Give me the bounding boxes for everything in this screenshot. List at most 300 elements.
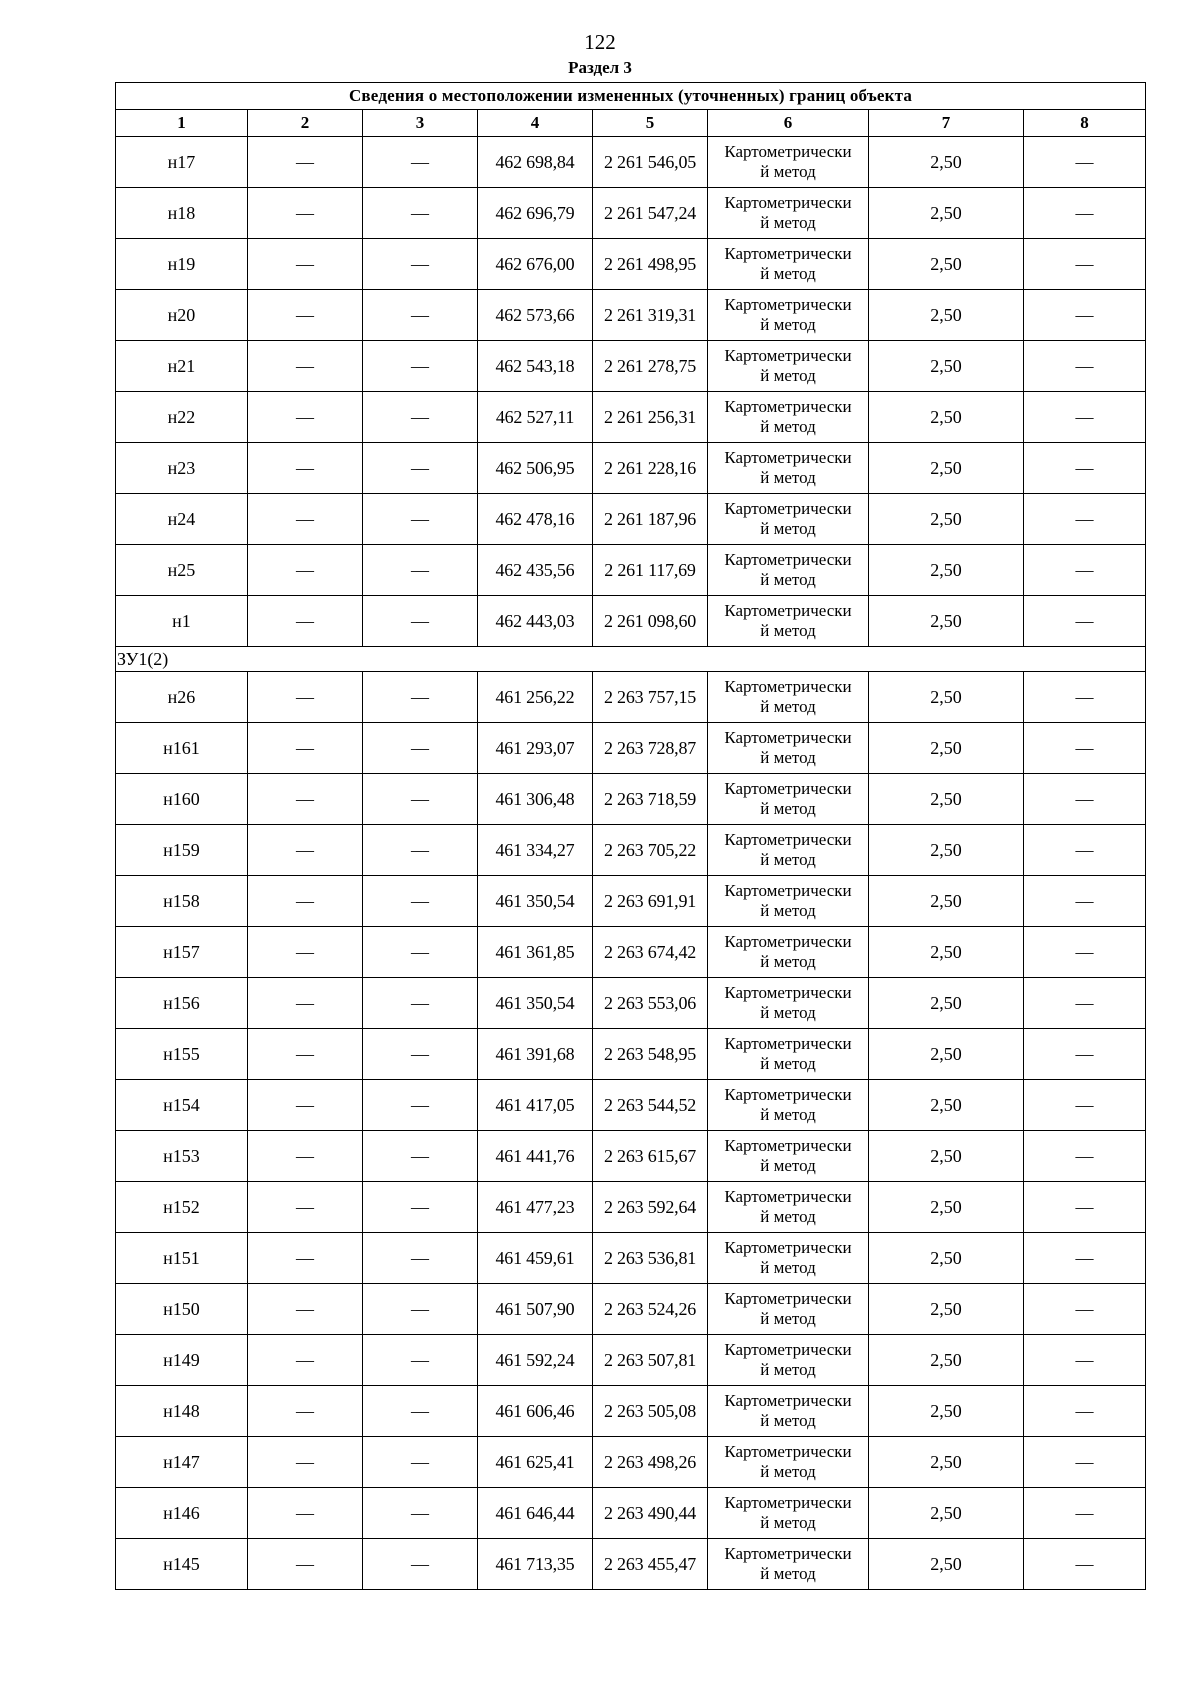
- y-coordinate-cell: 2 263 553,06: [593, 978, 708, 1029]
- point-id-cell: н22: [116, 392, 248, 443]
- table-row: [116, 137, 1146, 188]
- y-coordinate-cell: 2 261 256,31: [593, 392, 708, 443]
- method-line-2: й метод: [760, 1003, 816, 1022]
- y-coordinate-cell: 2 263 455,47: [593, 1539, 708, 1590]
- col2-cell: —: [248, 392, 363, 443]
- method-line-1: Картометрически: [724, 397, 852, 416]
- y-coordinate-cell: 2 263 490,44: [593, 1488, 708, 1539]
- table-row: [116, 443, 1146, 494]
- y-coordinate-cell: 2 263 691,91: [593, 876, 708, 927]
- method-line-2: й метод: [760, 570, 816, 589]
- method-line-2: й метод: [760, 799, 816, 818]
- col2-cell: —: [248, 545, 363, 596]
- method-line-2: й метод: [760, 315, 816, 334]
- column-number-6: 6: [708, 110, 869, 137]
- col8-cell: —: [1024, 1335, 1146, 1386]
- col2-cell: —: [248, 1131, 363, 1182]
- method-cell: [708, 1335, 869, 1386]
- col8-cell: —: [1024, 1488, 1146, 1539]
- col3-cell: —: [363, 188, 478, 239]
- point-id-cell: н153: [116, 1131, 248, 1182]
- accuracy-cell: 2,50: [869, 239, 1024, 290]
- col3-cell: —: [363, 494, 478, 545]
- method-line-1: Картометрически: [724, 1085, 852, 1104]
- col8-cell: —: [1024, 494, 1146, 545]
- accuracy-cell: 2,50: [869, 443, 1024, 494]
- col2-cell: —: [248, 1386, 363, 1437]
- method-cell: [708, 239, 869, 290]
- col3-cell: —: [363, 1284, 478, 1335]
- point-id-cell: н155: [116, 1029, 248, 1080]
- col3-cell: —: [363, 290, 478, 341]
- method-cell: [708, 1080, 869, 1131]
- x-coordinate-cell: 462 527,11: [478, 392, 593, 443]
- col3-cell: —: [363, 443, 478, 494]
- method-line-1: Картометрически: [724, 779, 852, 798]
- method-line-2: й метод: [760, 1462, 816, 1481]
- accuracy-cell: 2,50: [869, 723, 1024, 774]
- method-line-1: Картометрически: [724, 448, 852, 467]
- x-coordinate-cell: 461 361,85: [478, 927, 593, 978]
- point-id-cell: н19: [116, 239, 248, 290]
- accuracy-cell: 2,50: [869, 927, 1024, 978]
- y-coordinate-cell: 2 263 507,81: [593, 1335, 708, 1386]
- col3-cell: —: [363, 1539, 478, 1590]
- y-coordinate-cell: 2 263 544,52: [593, 1080, 708, 1131]
- col3-cell: —: [363, 1488, 478, 1539]
- method-line-1: Картометрически: [724, 1238, 852, 1257]
- method-line-2: й метод: [760, 697, 816, 716]
- table-row: [116, 1539, 1146, 1590]
- point-id-cell: н161: [116, 723, 248, 774]
- col3-cell: —: [363, 596, 478, 647]
- col2-cell: —: [248, 672, 363, 723]
- x-coordinate-cell: 461 625,41: [478, 1437, 593, 1488]
- accuracy-cell: 2,50: [869, 1488, 1024, 1539]
- x-coordinate-cell: 462 478,16: [478, 494, 593, 545]
- col8-cell: —: [1024, 1284, 1146, 1335]
- col2-cell: —: [248, 1488, 363, 1539]
- x-coordinate-cell: 461 306,48: [478, 774, 593, 825]
- method-line-2: й метод: [760, 1309, 816, 1328]
- column-number-3: 3: [363, 110, 478, 137]
- x-coordinate-cell: 461 459,61: [478, 1233, 593, 1284]
- accuracy-cell: 2,50: [869, 137, 1024, 188]
- y-coordinate-cell: 2 261 117,69: [593, 545, 708, 596]
- col3-cell: —: [363, 341, 478, 392]
- col8-cell: —: [1024, 774, 1146, 825]
- method-cell: [708, 1284, 869, 1335]
- accuracy-cell: 2,50: [869, 392, 1024, 443]
- method-line-2: й метод: [760, 1564, 816, 1583]
- y-coordinate-cell: 2 261 278,75: [593, 341, 708, 392]
- col3-cell: —: [363, 1080, 478, 1131]
- point-id-cell: н149: [116, 1335, 248, 1386]
- method-line-1: Картометрически: [724, 1442, 852, 1461]
- method-cell: [708, 723, 869, 774]
- method-cell: [708, 392, 869, 443]
- y-coordinate-cell: 2 263 705,22: [593, 825, 708, 876]
- method-cell: [708, 1029, 869, 1080]
- table-row: [116, 1284, 1146, 1335]
- y-coordinate-cell: 2 263 718,59: [593, 774, 708, 825]
- point-id-cell: н147: [116, 1437, 248, 1488]
- x-coordinate-cell: 461 350,54: [478, 876, 593, 927]
- col3-cell: —: [363, 1437, 478, 1488]
- accuracy-cell: 2,50: [869, 1335, 1024, 1386]
- accuracy-cell: 2,50: [869, 1182, 1024, 1233]
- col3-cell: —: [363, 774, 478, 825]
- accuracy-cell: 2,50: [869, 596, 1024, 647]
- col3-cell: —: [363, 137, 478, 188]
- col8-cell: —: [1024, 596, 1146, 647]
- accuracy-cell: 2,50: [869, 876, 1024, 927]
- method-line-2: й метод: [760, 417, 816, 436]
- column-number-1: 1: [116, 110, 248, 137]
- table-row: [116, 876, 1146, 927]
- method-cell: [708, 443, 869, 494]
- accuracy-cell: 2,50: [869, 1131, 1024, 1182]
- point-id-cell: н1: [116, 596, 248, 647]
- method-line-1: Картометрически: [724, 244, 852, 263]
- col2-cell: —: [248, 723, 363, 774]
- method-cell: [708, 1539, 869, 1590]
- x-coordinate-cell: 461 293,07: [478, 723, 593, 774]
- method-cell: [708, 825, 869, 876]
- accuracy-cell: 2,50: [869, 774, 1024, 825]
- x-coordinate-cell: 462 676,00: [478, 239, 593, 290]
- accuracy-cell: 2,50: [869, 290, 1024, 341]
- group-row: [116, 647, 1146, 672]
- col8-cell: —: [1024, 1539, 1146, 1590]
- method-cell: [708, 876, 869, 927]
- accuracy-cell: 2,50: [869, 672, 1024, 723]
- table-row: [116, 1029, 1146, 1080]
- table-row: [116, 1335, 1146, 1386]
- table-row: [116, 341, 1146, 392]
- method-line-1: Картометрически: [724, 499, 852, 518]
- y-coordinate-cell: 2 263 505,08: [593, 1386, 708, 1437]
- col8-cell: —: [1024, 672, 1146, 723]
- x-coordinate-cell: 461 391,68: [478, 1029, 593, 1080]
- method-cell: [708, 341, 869, 392]
- y-coordinate-cell: 2 261 546,05: [593, 137, 708, 188]
- x-coordinate-cell: 462 543,18: [478, 341, 593, 392]
- point-id-cell: н25: [116, 545, 248, 596]
- y-coordinate-cell: 2 263 548,95: [593, 1029, 708, 1080]
- point-id-cell: н150: [116, 1284, 248, 1335]
- col3-cell: —: [363, 545, 478, 596]
- point-id-cell: н151: [116, 1233, 248, 1284]
- col3-cell: —: [363, 1131, 478, 1182]
- table-row: [116, 978, 1146, 1029]
- col2-cell: —: [248, 494, 363, 545]
- method-line-1: Картометрически: [724, 1391, 852, 1410]
- col8-cell: —: [1024, 978, 1146, 1029]
- point-id-cell: н148: [116, 1386, 248, 1437]
- method-cell: [708, 545, 869, 596]
- column-number-8: 8: [1024, 110, 1146, 137]
- method-line-2: й метод: [760, 366, 816, 385]
- col8-cell: —: [1024, 1182, 1146, 1233]
- x-coordinate-cell: 462 435,56: [478, 545, 593, 596]
- column-number-5: 5: [593, 110, 708, 137]
- x-coordinate-cell: 461 646,44: [478, 1488, 593, 1539]
- y-coordinate-cell: 2 261 228,16: [593, 443, 708, 494]
- table-row: [116, 545, 1146, 596]
- table-row: [116, 1437, 1146, 1488]
- table-body: [116, 137, 1146, 1590]
- accuracy-cell: 2,50: [869, 1029, 1024, 1080]
- col2-cell: —: [248, 290, 363, 341]
- table-row: [116, 239, 1146, 290]
- method-cell: [708, 672, 869, 723]
- method-line-1: Картометрически: [724, 1493, 852, 1512]
- method-cell: [708, 927, 869, 978]
- col3-cell: —: [363, 876, 478, 927]
- col2-cell: —: [248, 1539, 363, 1590]
- accuracy-cell: 2,50: [869, 341, 1024, 392]
- col2-cell: —: [248, 137, 363, 188]
- y-coordinate-cell: 2 263 524,26: [593, 1284, 708, 1335]
- y-coordinate-cell: 2 263 592,64: [593, 1182, 708, 1233]
- col8-cell: —: [1024, 927, 1146, 978]
- col2-cell: —: [248, 341, 363, 392]
- col8-cell: —: [1024, 1131, 1146, 1182]
- col3-cell: —: [363, 1233, 478, 1284]
- method-line-1: Картометрически: [724, 932, 852, 951]
- col2-cell: —: [248, 239, 363, 290]
- method-line-1: Картометрически: [724, 1340, 852, 1359]
- point-id-cell: н160: [116, 774, 248, 825]
- accuracy-cell: 2,50: [869, 1539, 1024, 1590]
- col8-cell: —: [1024, 825, 1146, 876]
- col8-cell: —: [1024, 392, 1146, 443]
- method-line-2: й метод: [760, 748, 816, 767]
- table-row: [116, 1386, 1146, 1437]
- method-cell: [708, 1386, 869, 1437]
- table-row: [116, 723, 1146, 774]
- method-line-2: й метод: [760, 264, 816, 283]
- table-row: [116, 672, 1146, 723]
- col8-cell: —: [1024, 545, 1146, 596]
- col8-cell: —: [1024, 1386, 1146, 1437]
- col8-cell: —: [1024, 188, 1146, 239]
- point-id-cell: н152: [116, 1182, 248, 1233]
- col8-cell: —: [1024, 1029, 1146, 1080]
- point-id-cell: н154: [116, 1080, 248, 1131]
- accuracy-cell: 2,50: [869, 188, 1024, 239]
- method-line-2: й метод: [760, 901, 816, 920]
- table-row: [116, 1080, 1146, 1131]
- x-coordinate-cell: 462 573,66: [478, 290, 593, 341]
- method-line-1: Картометрически: [724, 830, 852, 849]
- col2-cell: —: [248, 1182, 363, 1233]
- method-cell: [708, 1488, 869, 1539]
- x-coordinate-cell: 462 696,79: [478, 188, 593, 239]
- col3-cell: —: [363, 392, 478, 443]
- accuracy-cell: 2,50: [869, 1284, 1024, 1335]
- method-line-2: й метод: [760, 1156, 816, 1175]
- col8-cell: —: [1024, 1080, 1146, 1131]
- point-id-cell: н23: [116, 443, 248, 494]
- table-row: [116, 494, 1146, 545]
- col2-cell: —: [248, 1335, 363, 1386]
- method-line-1: Картометрически: [724, 1187, 852, 1206]
- y-coordinate-cell: 2 261 098,60: [593, 596, 708, 647]
- method-line-2: й метод: [760, 850, 816, 869]
- method-line-2: й метод: [760, 162, 816, 181]
- method-line-1: Картометрически: [724, 193, 852, 212]
- x-coordinate-cell: 461 441,76: [478, 1131, 593, 1182]
- x-coordinate-cell: 461 507,90: [478, 1284, 593, 1335]
- y-coordinate-cell: 2 261 187,96: [593, 494, 708, 545]
- method-line-1: Картометрически: [724, 983, 852, 1002]
- table-row: [116, 1233, 1146, 1284]
- table-row: [116, 1131, 1146, 1182]
- col3-cell: —: [363, 672, 478, 723]
- column-number-7: 7: [869, 110, 1024, 137]
- method-line-1: Картометрически: [724, 550, 852, 569]
- col8-cell: —: [1024, 723, 1146, 774]
- col2-cell: —: [248, 1080, 363, 1131]
- method-line-2: й метод: [760, 1207, 816, 1226]
- col8-cell: —: [1024, 341, 1146, 392]
- method-line-2: й метод: [760, 621, 816, 640]
- table-row: [116, 188, 1146, 239]
- point-id-cell: н20: [116, 290, 248, 341]
- col2-cell: —: [248, 1233, 363, 1284]
- accuracy-cell: 2,50: [869, 825, 1024, 876]
- col8-cell: —: [1024, 1437, 1146, 1488]
- point-id-cell: н158: [116, 876, 248, 927]
- method-cell: [708, 137, 869, 188]
- col2-cell: —: [248, 978, 363, 1029]
- method-line-2: й метод: [760, 1513, 816, 1532]
- col3-cell: —: [363, 239, 478, 290]
- point-id-cell: н159: [116, 825, 248, 876]
- x-coordinate-cell: 461 350,54: [478, 978, 593, 1029]
- boundary-table: [115, 82, 1146, 1590]
- accuracy-cell: 2,50: [869, 978, 1024, 1029]
- method-line-2: й метод: [760, 213, 816, 232]
- col3-cell: —: [363, 1029, 478, 1080]
- col2-cell: —: [248, 443, 363, 494]
- method-cell: [708, 774, 869, 825]
- accuracy-cell: 2,50: [869, 1233, 1024, 1284]
- point-id-cell: н26: [116, 672, 248, 723]
- col8-cell: —: [1024, 443, 1146, 494]
- y-coordinate-cell: 2 263 498,26: [593, 1437, 708, 1488]
- point-id-cell: н18: [116, 188, 248, 239]
- col2-cell: —: [248, 825, 363, 876]
- col2-cell: —: [248, 774, 363, 825]
- col2-cell: —: [248, 876, 363, 927]
- point-id-cell: н146: [116, 1488, 248, 1539]
- point-id-cell: н24: [116, 494, 248, 545]
- y-coordinate-cell: 2 261 547,24: [593, 188, 708, 239]
- col8-cell: —: [1024, 239, 1146, 290]
- accuracy-cell: 2,50: [869, 1437, 1024, 1488]
- table-row: [116, 392, 1146, 443]
- table-caption: Сведения о местоположении измененных (уточненных) границ объекта: [116, 83, 1146, 110]
- method-line-1: Картометрически: [724, 1034, 852, 1053]
- method-line-1: Картометрически: [724, 1544, 852, 1563]
- col2-cell: —: [248, 188, 363, 239]
- accuracy-cell: 2,50: [869, 1080, 1024, 1131]
- method-cell: [708, 978, 869, 1029]
- y-coordinate-cell: 2 263 728,87: [593, 723, 708, 774]
- table-row: [116, 825, 1146, 876]
- point-id-cell: н21: [116, 341, 248, 392]
- method-line-1: Картометрически: [724, 1136, 852, 1155]
- method-cell: [708, 1437, 869, 1488]
- y-coordinate-cell: 2 263 757,15: [593, 672, 708, 723]
- method-cell: [708, 1182, 869, 1233]
- method-cell: [708, 188, 869, 239]
- col3-cell: —: [363, 825, 478, 876]
- x-coordinate-cell: 461 477,23: [478, 1182, 593, 1233]
- y-coordinate-cell: 2 261 498,95: [593, 239, 708, 290]
- page-number: 122: [584, 30, 616, 54]
- section-title: Раздел 3: [568, 58, 632, 77]
- column-number-row: [116, 110, 1146, 137]
- col8-cell: —: [1024, 1233, 1146, 1284]
- col2-cell: —: [248, 1029, 363, 1080]
- col2-cell: —: [248, 927, 363, 978]
- point-id-cell: н17: [116, 137, 248, 188]
- col8-cell: —: [1024, 876, 1146, 927]
- table-row: [116, 1488, 1146, 1539]
- column-number-2: 2: [248, 110, 363, 137]
- point-id-cell: н145: [116, 1539, 248, 1590]
- method-cell: [708, 1233, 869, 1284]
- method-line-1: Картометрически: [724, 677, 852, 696]
- method-line-1: Картометрически: [724, 601, 852, 620]
- method-line-1: Картометрически: [724, 346, 852, 365]
- point-id-cell: н156: [116, 978, 248, 1029]
- method-cell: [708, 596, 869, 647]
- x-coordinate-cell: 462 698,84: [478, 137, 593, 188]
- table-row: [116, 596, 1146, 647]
- col2-cell: —: [248, 1437, 363, 1488]
- group-label: ЗУ1(2): [116, 647, 1146, 672]
- x-coordinate-cell: 461 606,46: [478, 1386, 593, 1437]
- accuracy-cell: 2,50: [869, 1386, 1024, 1437]
- method-line-1: Картометрически: [724, 295, 852, 314]
- x-coordinate-cell: 462 506,95: [478, 443, 593, 494]
- col8-cell: —: [1024, 290, 1146, 341]
- table-row: [116, 1182, 1146, 1233]
- x-coordinate-cell: 461 713,35: [478, 1539, 593, 1590]
- method-line-2: й метод: [760, 468, 816, 487]
- method-line-1: Картометрически: [724, 142, 852, 161]
- y-coordinate-cell: 2 263 536,81: [593, 1233, 708, 1284]
- x-coordinate-cell: 461 592,24: [478, 1335, 593, 1386]
- col2-cell: —: [248, 596, 363, 647]
- col3-cell: —: [363, 1182, 478, 1233]
- y-coordinate-cell: 2 263 674,42: [593, 927, 708, 978]
- method-cell: [708, 494, 869, 545]
- method-line-2: й метод: [760, 1411, 816, 1430]
- table-row: [116, 290, 1146, 341]
- column-number-4: 4: [478, 110, 593, 137]
- col3-cell: —: [363, 927, 478, 978]
- method-line-2: й метод: [760, 1105, 816, 1124]
- col3-cell: —: [363, 978, 478, 1029]
- method-line-2: й метод: [760, 952, 816, 971]
- col3-cell: —: [363, 1386, 478, 1437]
